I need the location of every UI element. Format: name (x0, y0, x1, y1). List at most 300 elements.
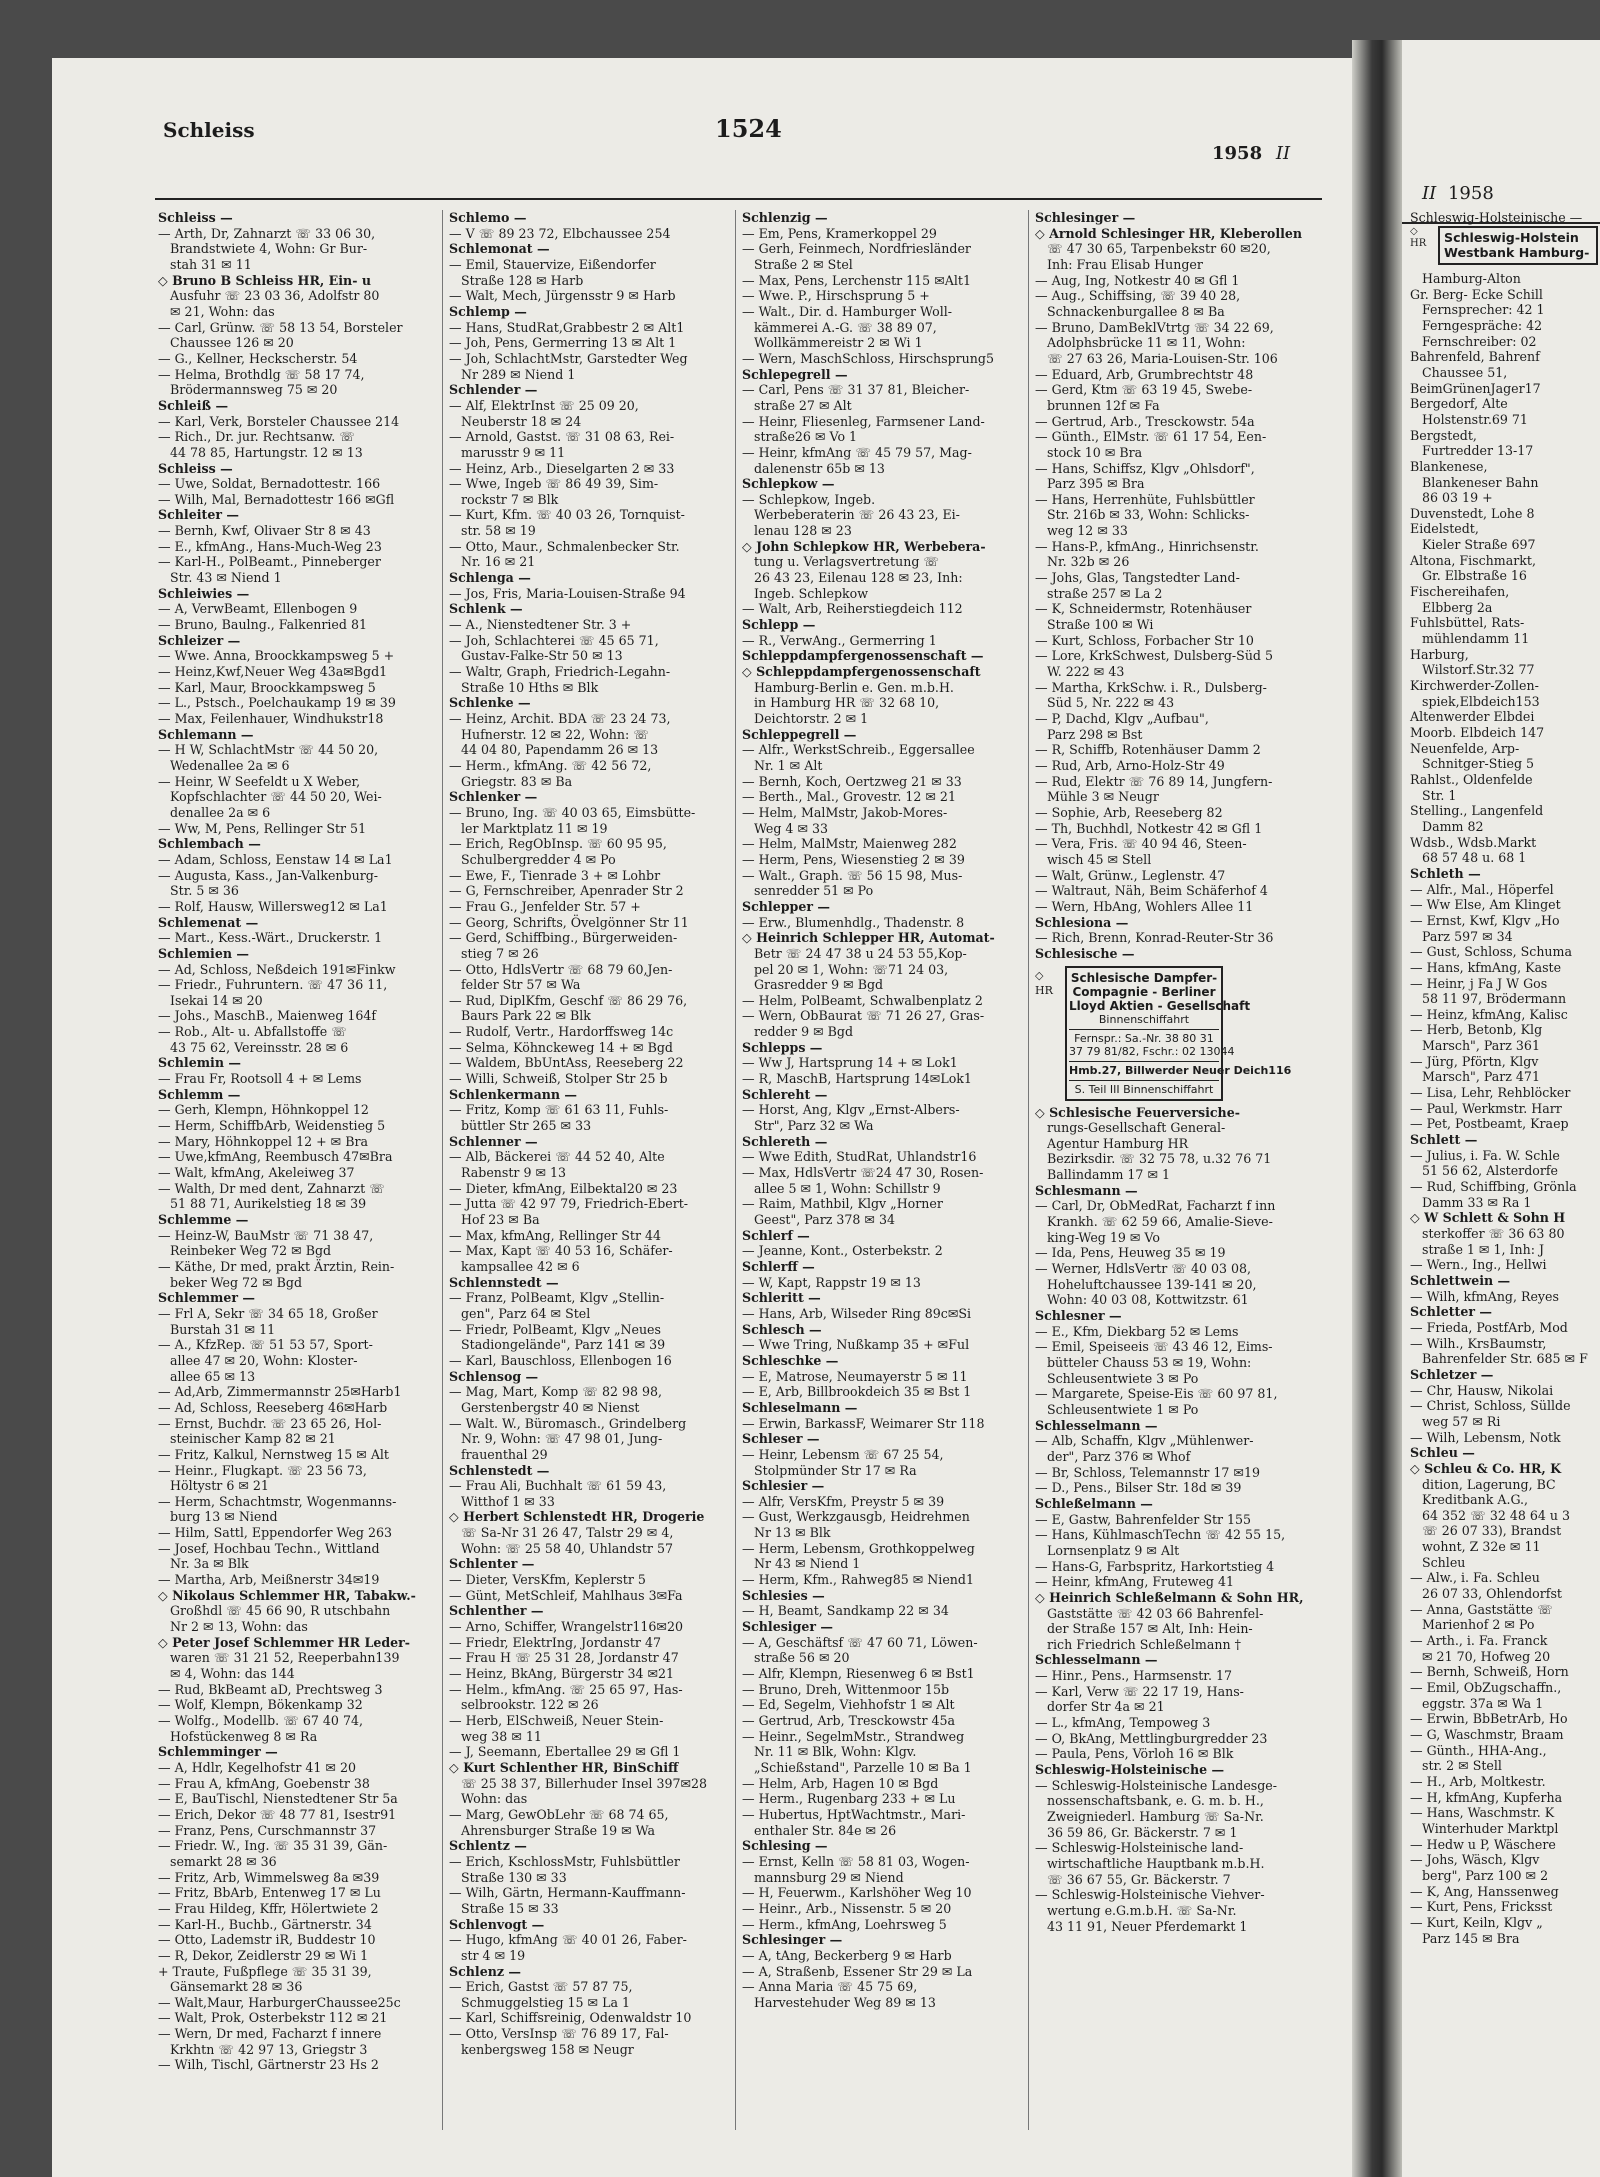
directory-entry: mannsburg 29 ✉ Niend (754, 1869, 904, 1885)
directory-entry: Nr. 16 ✉ 21 (461, 554, 536, 570)
directory-entry: der", Parz 376 ✉ Whof (1047, 1448, 1191, 1464)
directory-entry: — Emil, Speiseeis ☏ 43 46 12, Eims- (1035, 1339, 1273, 1355)
directory-entry: — Wwe Tring, Nußkamp 35 + ✉Ful (742, 1337, 970, 1353)
directory-entry: — Josef, Hochbau Techn., Wittland (158, 1540, 380, 1556)
directory-entry: — Max, kfmAng, Rellinger Str 44 (449, 1227, 662, 1243)
directory-entry: — Horst, Ang, Klgv „Ernst-Albers- (742, 1102, 960, 1118)
directory-entry: semarkt 28 ✉ 36 (170, 1853, 277, 1869)
directory-entry: Schlesier — (742, 1478, 825, 1494)
directory-entry: — Fritz, Kalkul, Nernstweg 15 ✉ Alt (158, 1446, 389, 1462)
directory-entry: — Walt, kfmAng, Akeleiweg 37 (158, 1165, 355, 1181)
directory-entry: stock 10 ✉ Bra (1047, 444, 1143, 460)
directory-entry: Chaussee 126 ✉ 20 (170, 335, 294, 351)
directory-entry: — Erich, RegObInsp. ☏ 60 95 95, (449, 836, 667, 852)
directory-entry: eggstr. 37a ✉ Wa 1 (1422, 1695, 1544, 1711)
directory-entry: straße 27 ✉ Alt (754, 397, 852, 413)
directory-entry: Duvenstedt, Lohe 8 (1410, 505, 1535, 521)
directory-entry: steinischer Kamp 82 ✉ 21 (170, 1431, 336, 1447)
directory-entry: Nr 289 ✉ Niend 1 (461, 366, 576, 382)
directory-entry: — Heinr, j Fa J W Gos (1410, 975, 1548, 991)
directory-entry: 68 57 48 u. 68 1 (1422, 850, 1527, 866)
directory-entry: — W, Kapt, Rappstr 19 ✉ 13 (742, 1274, 921, 1290)
directory-entry: Brödermannsweg 75 ✉ 20 (170, 382, 338, 398)
directory-entry: pel 20 ✉ 1, Wohn: ☏71 24 03, (754, 961, 949, 977)
directory-entry: — Hilm, Sattl, Eppendorfer Weg 263 (158, 1525, 393, 1541)
directory-entry: Schlepp — (742, 617, 816, 633)
directory-entry: — Heinr., Arb., Nissenstr. 5 ✉ 20 (742, 1900, 952, 1916)
directory-entry: — Raim, Mathbil, Klgv „Horner (742, 1196, 943, 1212)
directory-entry: Schlenga — (449, 570, 531, 586)
directory-entry: — H, kfmAng, Kupferha (1410, 1789, 1563, 1805)
directory-entry: — Waltr, Graph, Friedrich-Legahn- (449, 664, 671, 680)
directory-entry: 43 11 91, Neuer Pferdemarkt 1 (1047, 1918, 1248, 1934)
directory-entry: — Max, Kapt ☏ 40 53 16, Schäfer- (449, 1243, 673, 1259)
directory-entry: — Gerd, Schiffbing., Bürgerweiden- (449, 930, 678, 946)
directory-entry: — Bruno, Dreh, Wittenmoor 15b (742, 1681, 950, 1697)
directory-entry: — J, Seemann, Ebertallee 29 ✉ Gfl 1 (449, 1744, 681, 1760)
directory-entry: — Gerd, Ktm ☏ 63 19 45, Swebe- (1035, 382, 1253, 398)
directory-entry: — Mary, Höhnkoppel 12 + ✉ Bra (158, 1133, 368, 1149)
directory-entry: — Wilh, Mal, Bernadottestr 166 ✉Gfl (158, 491, 395, 507)
directory-entry: Schlenk — (449, 601, 523, 617)
dampfer-ad-line2: Compagnie - Berliner (1072, 984, 1216, 999)
directory-entry: — Gerh, Feinmech, Nordfriesländer (742, 241, 971, 257)
directory-entry: Schlesiger — (742, 1619, 834, 1635)
directory-entry: — Alf, ElektrInst ☏ 25 09 20, (449, 397, 639, 413)
directory-entry: Wohn: 40 03 08, Kottwitzstr. 61 (1047, 1292, 1249, 1308)
directory-entry: Bahrenfelder Str. 685 ✉ F (1422, 1351, 1588, 1367)
directory-entry: Schnitger-Stieg 5 (1422, 756, 1535, 772)
directory-entry: — Hedw u P, Wäschere (1410, 1836, 1556, 1852)
directory-entry: — Kurt, Pens, Fricksst (1410, 1899, 1553, 1915)
directory-entry: Marsch", Parz 471 (1422, 1069, 1540, 1085)
directory-entry: Kieler Straße 697 (1422, 537, 1536, 553)
directory-entry: büttler Str 265 ✉ 33 (461, 1118, 592, 1134)
directory-entry: Straße 130 ✉ 33 (461, 1869, 567, 1885)
directory-entry: Schlepps — (742, 1039, 823, 1055)
directory-entry: 58 11 97, Brödermann (1422, 991, 1567, 1007)
directory-entry: — Helm, Arb, Hagen 10 ✉ Bgd (742, 1775, 939, 1791)
directory-entry: — Jeanne, Kont., Osterbekstr. 2 (742, 1243, 943, 1259)
directory-entry: — Emil, Stauervize, Eißendorfer (449, 256, 656, 272)
directory-entry: Schlesselmann — (1035, 1417, 1158, 1433)
directory-entry: — Hans, Schiffsz, Klgv „Ohlsdorf", (1035, 460, 1255, 476)
directory-entry: Schleu — (1410, 1445, 1475, 1461)
directory-entry: — Herb, Betonb, Klg (1410, 1022, 1543, 1038)
directory-entry: — Heinz, Arb., Dieselgarten 2 ✉ 33 (449, 460, 675, 476)
directory-entry: Schlennstedt — (449, 1274, 559, 1290)
directory-entry: ◇ John Schlepkow HR, Werbebera- (742, 538, 986, 554)
dampfer-ad-line6: 37 79 81/82, Fschr.: 02 13044 (1069, 1044, 1235, 1058)
directory-entry: tung u. Verlagsvertretung ☏ (754, 554, 940, 570)
directory-entry: Schlemp — (449, 303, 527, 319)
directory-entry: Schlepkow — (742, 476, 835, 492)
directory-entry: — Waltraut, Näh, Beim Schäferhof 4 (1035, 883, 1268, 899)
directory-entry: Schleu (1422, 1554, 1466, 1570)
directory-entry: Schleusentwiete 3 ✉ Po (1047, 1370, 1199, 1386)
directory-entry: — Helm, MalMstr, Maienweg 282 (742, 836, 957, 852)
directory-entry: — Herm., kfmAng, Loehrsweg 5 (742, 1916, 947, 1932)
directory-entry: Schlepper — (742, 898, 830, 914)
directory-entry: Altenwerder Elbdei (1410, 709, 1535, 725)
directory-entry: — Herb, ElSchweiß, Neuer Stein- (449, 1713, 664, 1728)
directory-entry: — Gust, Werkzgausgb, Heidrehmen (742, 1509, 970, 1525)
directory-entry: Bezirksdir. ☏ 32 75 78, u.32 76 71 (1047, 1151, 1272, 1167)
directory-entry: ✉ 4, Wohn: das 144 (170, 1666, 295, 1682)
directory-entry: — E., Kfm, Diekbarg 52 ✉ Lems (1035, 1323, 1239, 1339)
directory-entry: ◇ Arnold Schlesinger HR, Kleberollen (1035, 225, 1303, 241)
directory-entry: allee 47 ✉ 20, Wohn: Kloster- (170, 1352, 358, 1368)
directory-entry: Holstenstr.69 71 (1422, 411, 1528, 427)
directory-entry: — Wilh, Gärtn, Hermann-Kauffmann- (449, 1885, 686, 1901)
directory-entry: — A, tAng, Beckerberg 9 ✉ Harb (742, 1947, 952, 1963)
directory-entry: — Heinr., SegelmMstr., Strandweg (742, 1728, 965, 1744)
directory-entry: ◇ Peter Josef Schlemmer HR Leder- (158, 1634, 411, 1650)
directory-entry: — Arth., i. Fa. Franck (1410, 1633, 1548, 1649)
directory-entry: — Frl A, Sekr ☏ 34 65 18, Großer (158, 1305, 378, 1321)
directory-entry: Schlenzig — (742, 210, 828, 225)
directory-entry: — Alfr, VersKfm, Preystr 5 ✉ 39 (742, 1493, 945, 1509)
directory-entry: Ballindamm 17 ✉ 1 (1047, 1167, 1171, 1183)
directory-entry: Grasredder 9 ✉ Bgd (754, 977, 884, 993)
directory-entry: Schleppegrell — (742, 726, 857, 742)
directory-entry: ◇ Schleppdampfergenossenschaft (742, 664, 981, 680)
directory-entry: Schlenkermann — (449, 1086, 578, 1102)
directory-entry: Ferngespräche: 42 (1422, 317, 1543, 333)
directory-entry: Gustav-Falke-Str 50 ✉ 13 (461, 648, 623, 664)
directory-entry: — Werner, HdlsVertr ☏ 40 03 08, (1035, 1261, 1252, 1277)
directory-entry: — Herm., Rugenbarg 233 + ✉ Lu (742, 1791, 956, 1807)
directory-entry: Kirchwerder-Zollen- (1410, 678, 1539, 694)
directory-entry: — Heinz, kfmAng, Kalisc (1410, 1006, 1568, 1022)
directory-entry: — Heinr., Flugkapt. ☏ 23 56 73, (158, 1462, 367, 1478)
directory-entry: Werbeberaterin ☏ 26 43 23, Ei- (754, 507, 960, 523)
directory-entry: — Karl, Verk, Borsteler Chaussee 214 (158, 413, 400, 429)
directory-entry: felder Str 57 ✉ Wa (461, 977, 581, 993)
directory-entry: — Hinr., Pens., Harmsenstr. 17 (1035, 1668, 1232, 1684)
directory-entry: — Friedr. W., Ing. ☏ 35 31 39, Gän- (158, 1838, 388, 1854)
directory-entry: Hufnerstr. 12 ✉ 22, Wohn: ☏ (461, 726, 650, 742)
column-1 (158, 210, 436, 2140)
directory-entry: stah 31 ✉ 11 (170, 256, 252, 272)
directory-entry: — Alfr., Mal., Höperfel (1410, 881, 1554, 897)
directory-entry: — Frau Hildeg, Kffr, Hölertwiete 2 (158, 1900, 379, 1916)
directory-entry: — Johs., MaschB., Maienweg 164f (158, 1008, 377, 1024)
directory-entry: Str. 216b ✉ 33, Wohn: Schlicks- (1047, 507, 1250, 523)
directory-entry: Schlender — (449, 382, 538, 398)
directory-entry: — Mart., Kess.-Wärt., Druckerstr. 1 (158, 930, 383, 946)
directory-entry: — Käthe, Dr med, prakt Ärztin, Rein- (158, 1258, 395, 1274)
page-number: 1524 (715, 114, 782, 143)
directory-entry: Schlenz — (449, 1963, 522, 1979)
directory-entry: — Rob., Alt- u. Abfallstoffe ☏ (158, 1024, 347, 1040)
directory-entry: — Chr, Hausw, Nikolai (1410, 1382, 1554, 1398)
directory-entry: — Herm, Pens, Wiesenstieg 2 ✉ 39 (742, 851, 965, 867)
directory-entry: — Joh, Schlachterei ☏ 45 65 71, (449, 632, 659, 648)
directory-entry: Moorb. Elbdeich 147 (1410, 725, 1545, 740)
directory-entry: — Gertrud, Arb., Tresckowstr. 54a (1035, 413, 1255, 429)
directory-entry: Schleusentwiete 1 ✉ Po (1047, 1401, 1199, 1417)
directory-entry: — Heinz,Kwf,Neuer Weg 43a✉Bgd1 (158, 664, 388, 680)
directory-entry: Schleritt — (742, 1290, 821, 1306)
directory-entry: dalenenstr 65b ✉ 13 (754, 460, 885, 476)
directory-entry: Witthof 1 ✉ 33 (461, 1493, 555, 1509)
directory-entry: Marienhof 2 ✉ Po (1422, 1617, 1535, 1633)
directory-entry: 51 88 71, Aurikelstieg 18 ✉ 39 (170, 1196, 367, 1212)
directory-entry: Nr. 11 ✉ Blk, Wohn: Klgv. (754, 1744, 917, 1760)
directory-entry: — L., Pstsch., Poelchaukamp 19 ✉ 39 (158, 695, 396, 711)
directory-entry: Wohn: das (461, 1791, 528, 1807)
directory-entry: — Walt. W., Büromasch., Grindelberg (449, 1415, 687, 1431)
directory-entry: — A., Nienstedtener Str. 3 + (449, 617, 632, 633)
directory-entry: — Wern, HbAng, Wohlers Allee 11 (1035, 898, 1254, 914)
bank-ad (1438, 226, 1598, 265)
directory-entry: Rabenstr 9 ✉ 13 (461, 1165, 567, 1181)
directory-entry: — P, Dachd, Klgv „Aufbau", (1035, 711, 1209, 726)
directory-entry: redder 9 ✉ Bgd (754, 1024, 854, 1040)
directory-entry: — Erwin, BarkassF, Weimarer Str 118 (742, 1415, 985, 1431)
directory-entry: ◇ Kurt Schlenther HR, BinSchiff (449, 1759, 679, 1775)
directory-entry: Straße 10 Hths ✉ Blk (461, 679, 599, 695)
directory-entry: — A, Geschäftsf ☏ 47 60 71, Löwen- (742, 1634, 978, 1650)
directory-entry: sterkoffer ☏ 36 63 80 (1422, 1226, 1565, 1241)
directory-entry: Weg 4 ✉ 33 (754, 820, 829, 836)
directory-entry: Stolpmünder Str 17 ✉ Ra (754, 1462, 917, 1478)
directory-entry: — E, Matrose, Neumayerstr 5 ✉ 11 (742, 1368, 968, 1384)
directory-entry: Harburg, (1410, 646, 1469, 662)
directory-entry: Agentur Hamburg HR (1047, 1135, 1189, 1151)
directory-entry: — Hans, StudRat,Grabbestr 2 ✉ Alt1 (449, 319, 685, 335)
directory-entry: Schlemien — (158, 945, 249, 961)
directory-entry: — Pet, Postbeamt, Kraep (1410, 1116, 1569, 1132)
directory-entry: — Joh, SchlachtMstr, Garstedter Weg (449, 350, 688, 366)
directory-entry: — Max, Pens, Lerchenstr 115 ✉Alt1 (742, 272, 971, 288)
column-3 (742, 210, 1022, 2140)
directory-entry: Fischereihafen, (1410, 584, 1510, 600)
directory-entry: ◇ Heinrich Schlepper HR, Automat- (742, 930, 995, 946)
directory-entry: — A, VerwBeamt, Ellenbogen 9 (158, 601, 358, 617)
directory-entry: — Hans-P., kfmAng., Hinrichsenstr. (1035, 538, 1259, 554)
directory-entry: — Lore, KrkSchwest, Dulsberg-Süd 5 (1035, 648, 1274, 664)
directory-entry: Geest", Parz 378 ✉ 34 (754, 1212, 895, 1227)
bank-ad-title: Schleswig-Holstein (1444, 229, 1579, 245)
directory-entry: Gaststätte ☏ 42 03 66 Bahrenfel- (1047, 1605, 1264, 1621)
directory-entry: Betr ☏ 24 47 38 u 24 53 55,Kop- (754, 945, 967, 961)
directory-entry: Schlenvogt — (449, 1916, 545, 1932)
directory-entry: Griegstr. 83 ✉ Ba (461, 773, 573, 789)
directory-entry: wisch 45 ✉ Stell (1047, 851, 1152, 867)
directory-entry: — Schleswig-Holsteinische land- (1035, 1840, 1244, 1856)
directory-entry: — Ernst, Kelln ☏ 58 81 03, Wogen- (742, 1853, 970, 1869)
directory-entry: Hofstückenweg 8 ✉ Ra (170, 1728, 318, 1744)
directory-entry: Zweigniederl. Hamburg ☏ Sa-Nr. (1047, 1809, 1264, 1825)
directory-entry: — Karl, Verw ☏ 22 17 19, Hans- (1035, 1683, 1244, 1699)
directory-entry: Chaussee 51, (1422, 364, 1508, 380)
directory-entry: Schlesing — (742, 1838, 828, 1854)
directory-entry: — Jos, Fris, Maria-Louisen-Straße 94 (449, 585, 686, 601)
directory-entry: frauenthal 29 (461, 1446, 548, 1462)
directory-entry: — Otto, HdlsVertr ☏ 68 79 60,Jen- (449, 961, 673, 977)
column-2 (449, 210, 729, 2140)
directory-entry: — A., KfzRep. ☏ 51 53 57, Sport- (158, 1337, 373, 1353)
directory-entry: — Friedr., Fuhruntern. ☏ 47 36 11, (158, 977, 388, 993)
directory-entry: 64 352 ☏ 32 48 64 u 3 (1422, 1507, 1571, 1523)
directory-entry: Parz 145 ✉ Bra (1422, 1930, 1520, 1946)
directory-entry: Fernsprecher: 42 1 (1422, 302, 1545, 318)
directory-entry: king-Weg 19 ✉ Vo (1047, 1229, 1160, 1245)
directory-entry: Schlesische — (1035, 945, 1135, 961)
directory-entry: Schlereht — (742, 1086, 828, 1102)
directory-entry: 26 07 33, Ohlendorfst (1422, 1586, 1562, 1602)
directory-entry: — Paula, Pens, Vörloh 16 ✉ Blk (1035, 1746, 1234, 1762)
directory-entry: — Alb, Schaffn, Klgv „Mühlenwer- (1035, 1433, 1254, 1449)
directory-entry: — Franz, PolBeamt, Klgv „Stellin- (449, 1290, 665, 1306)
directory-entry: Furtredder 13-17 (1422, 443, 1534, 459)
directory-entry: — Aug., Schiffsing, ☏ 39 40 28, (1035, 288, 1241, 304)
directory-entry: 26 43 23, Eilenau 128 ✉ 23, Inh: (754, 570, 963, 586)
directory-entry: — Ewe, F., Tienrade 3 + ✉ Lohbr (449, 867, 661, 883)
directory-entry: Schlenter — (449, 1556, 535, 1572)
directory-entry: — Ernst, Kwf, Klgv „Ho (1410, 912, 1560, 928)
dampfer-ad-line8: S. Teil III Binnenschiffahrt (1069, 1080, 1219, 1096)
directory-entry: Harvestehuder Weg 89 ✉ 13 (754, 1994, 936, 2010)
directory-entry: — Alfr., WerkstSchreib., Eggersallee (742, 742, 975, 758)
directory-entry: — Frau H ☏ 25 31 28, Jordanstr 47 (449, 1650, 679, 1666)
directory-entry: bütteler Chauss 53 ✉ 19, Wohn: (1047, 1355, 1252, 1370)
directory-entry: str. 2 ✉ Stell (1422, 1758, 1502, 1774)
directory-entry: Kreditbank A.G., (1422, 1492, 1529, 1508)
directory-entry: — Heinz-W, BauMstr ☏ 71 38 47, (158, 1227, 374, 1243)
directory-entry: Reinbeker Weg 72 ✉ Bgd (170, 1243, 332, 1259)
header-rule (155, 198, 1322, 200)
directory-entry: — Wwe. Anna, Broockkampsweg 5 + (158, 648, 395, 664)
directory-entry: dition, Lagerung, BC (1422, 1476, 1556, 1492)
directory-entry: Schlemo — (449, 210, 527, 225)
directory-entry: Schlemme — (158, 1212, 249, 1227)
directory-entry: der Straße 157 ✉ Alt, Inh: Hein- (1047, 1621, 1253, 1637)
directory-entry: nossenschaftsbank, e. G. m. b. H., (1047, 1793, 1264, 1809)
directory-entry: — Heinr, kfmAng, Fruteweg 41 (1035, 1574, 1235, 1590)
directory-entry: — Rud, Schiffbing, Grönla (1410, 1179, 1577, 1195)
directory-entry: — Selma, Köhnckeweg 14 + ✉ Bgd (449, 1039, 673, 1055)
directory-entry: ◇ Schlesische Feuerversiche- (1035, 1104, 1240, 1120)
directory-entry: Schleiss — (158, 210, 233, 225)
directory-entry: — Frau Ali, Buchhalt ☏ 61 59 43, (449, 1478, 667, 1494)
directory-entry: — Uwe,kfmAng, Reembusch 47✉Bra (158, 1149, 393, 1165)
directory-entry: — G, Fernschreiber, Apenrader Str 2 (449, 883, 684, 899)
directory-entry: — Paul, Werkmstr. Harr (1410, 1100, 1562, 1116)
directory-entry: — Jutta ☏ 42 97 79, Friedrich-Ebert- (449, 1196, 689, 1212)
directory-entry: — Max, HdlsVertr ☏24 47 30, Rosen- (742, 1165, 984, 1181)
directory-entry: Marsch", Parz 361 (1422, 1038, 1540, 1054)
directory-entry: — Helma, Brothdlg ☏ 58 17 74, (158, 366, 365, 382)
directory-entry: — Julius, i. Fa. W. Schle (1410, 1147, 1560, 1163)
directory-entry: Hamburg-Berlin e. Gen. m.b.H. (754, 679, 954, 695)
directory-entry: — E, BauTischl, Nienstedtener Str 5a (158, 1791, 398, 1807)
directory-entry: wertung e.G.m.b.H. ☏ Sa-Nr. (1047, 1902, 1237, 1918)
directory-entry: selbrookstr. 122 ✉ 26 (461, 1697, 599, 1713)
directory-entry: Adolphsbrücke 11 ✉ 11, Wohn: (1047, 335, 1246, 351)
directory-entry: Kopfschlachter ☏ 44 50 20, Wei- (170, 789, 382, 805)
directory-entry: — Günth., HHA-Ang., (1410, 1742, 1547, 1758)
directory-entry: — Gertrud, Arb, Tresckowstr 45a (742, 1713, 956, 1728)
directory-entry: waren ☏ 31 21 52, Reeperbahn139 (170, 1650, 400, 1666)
directory-entry: Schlesmann — (1035, 1182, 1138, 1198)
directory-entry: Schleizer — (158, 632, 241, 648)
column-divider (1028, 210, 1029, 2130)
directory-entry: — Ad, Schloss, Neßdeich 191✉Finkw (158, 961, 396, 977)
directory-entry: Schlemm — (158, 1086, 241, 1102)
directory-entry: Schlembach — (158, 836, 261, 852)
directory-entry: Neuenfelde, Arp- (1410, 740, 1520, 756)
directory-entry: Elbberg 2a (1422, 599, 1493, 615)
directory-entry: straße 257 ✉ La 2 (1047, 585, 1163, 601)
directory-entry: — V ☏ 89 23 72, Elbchaussee 254 (449, 225, 671, 241)
directory-entry: Schlemenat — (158, 914, 259, 930)
next-page-column: Schleswig-Holsteinische — ◇ HR Schleswig-Holstein Westbank Hamburg- Hamburg-Alton Gr. Berg- Ecke Schill Fernsprecher: 42 1 Ferngespräche: 42 Fernschreiber: 02 Bahrenfeld, Bahrenf Chaussee 51, BeimGrünenJager17 Bergedorf, Alte Holstenstr.69 71 Bergstedt, Furtredder 13-17 Blankenese, Blankeneser Bahn 86 03 19 + Duvenstedt, Lohe 8 Eidelstedt, Kieler Straße 697 Altona, Fischmarkt, Gr. Elbstraße 16 Fischereihafen, Elbberg 2a Fuhlsbüttel, Rats- mühlendamm 11 Harburg, Wilstorf.Str.32 77 Kirchwerder-Zollen- spiek,Elbdeich153 Altenwerder Elbdei Moorb. Elbdeich 147 Neuenfelde, Arp- Schnitger-Stieg 5 Rahlst., Oldenfelde Str. 1 Stelling., Langenfeld Damm 82 Wdsb., Wdsb.Markt 68 57 48 u. 68 1 Schleth — — Alfr., Mal., Höperfel — Ww Else, Am Klinget — Ernst, Kwf, Klgv „Ho Parz 597 ✉ 34 — Gust, Schloss, Schuma — Hans, kfmAng, Kaste — Heinr, j Fa J W Gos 58 11 97, Brödermann — Heinz, kfmAng, Kalisc — Herb, Betonb, Klg Marsch", Parz 361 — Jürg, Pförtn, Klgv Marsch", Parz 471 — Lisa, Lehr, Rehblöcker — Paul, Werkmstr. Harr — Pet, Postbeamt, Kraep Schlett — — Julius, i. Fa. W. Schle 51 56 62, Alsterdorfe — Rud, Schiffbing, Grönla Damm 33 ✉ Ra 1 ◇ W Schlett & Sohn H sterkoffer ☏ 36 63 80 straße 1 ✉ 1, Inh: J — Wern., Ing., Hellwi Schlettwein — — Wilh, kfmAng, Reyes Schletter — — Frieda, PostfArb, Mod — Wilh., KrsBaumstr, Bahrenfelder Str. 685 ✉ F Schletzer — — Chr, Hausw, Nikolai — Christ, Schloss, Süllde weg 57 ✉ Ri — Wilh, Lebensm, Notk Schleu — ◇ Schleu & Co. HR, K dition, Lagerung, BC Kreditbank A.G., 64 352 ☏ 32 48 64 u 3 ☏ 26 07 33), Brandst wohnt, Z 32e ✉ 11 Schleu — Alw., i. Fa. Schleu 26 07 33, Ohlendorfst — Anna, Gaststätte ☏ Marienhof 2 ✉ Po — Arth., i. Fa. Franck ✉ 21 70, Hofweg 20 — Bernh, Schweiß, Horn — Emil, ObZugschaffn., eggstr. 37a ✉ Wa 1 — Erwin, BbBetrArb, Ho — G, Waschmstr, Braam — Günth., HHA-Ang., str. 2 ✉ Stell — H., Arb, Moltkestr. — H, kfmAng, Kupferha — Hans, Waschmstr. K Winterhuder Marktpl — Hedw u P, Wäschere — Johs, Wäsch, Klgv berg", Parz 100 ✉ 2 — K, Ang, Hanssenweg — Kurt, Pens, Fricksst — Kurt, Keiln, Klgv „ Parz 145 ✉ Bra (1410, 210, 1598, 1946)
directory-entry: — Wolfg., Modellb. ☏ 67 40 74, (158, 1713, 363, 1728)
directory-entry: — Otto, Maur., Schmalenbecker Str. (449, 538, 680, 554)
directory-entry: Parz 395 ✉ Bra (1047, 476, 1145, 492)
directory-entry: — Fritz, Arb, Wimmelsweg 8a ✉39 (158, 1869, 380, 1885)
directory-entry: ◇ Herbert Schlenstedt HR, Drogerie (449, 1509, 705, 1525)
directory-entry: — Wwe. P., Hirschsprung 5 + (742, 288, 930, 304)
directory-entry: Nr. 1 ✉ Alt (754, 757, 823, 773)
directory-entry: ✉ 21, Wohn: das (170, 303, 275, 319)
directory-entry: Stadiongelände", Parz 141 ✉ 39 (461, 1337, 666, 1353)
directory-entry: Gr. Elbstraße 16 (1422, 568, 1527, 584)
directory-entry: — Heinr, kfmAng ☏ 45 79 57, Mag- (742, 444, 972, 460)
next-volume: II (1422, 183, 1437, 204)
directory-entry: — Schleswig-Holsteinische Viehver- (1035, 1887, 1265, 1903)
directory-entry: — Rich, Brenn, Konrad-Reuter-Str 36 (1035, 930, 1274, 946)
directory-entry: Bahrenfeld, Bahrenf (1410, 349, 1540, 365)
directory-entry: Hoheluftchaussee 139-141 ✉ 20, (1047, 1276, 1257, 1292)
directory-entry: Schletzer — (1410, 1366, 1494, 1382)
directory-entry: Ingeb. Schlepkow (754, 585, 868, 601)
directory-entry: — E., kfmAng., Hans-Much-Weg 23 (158, 538, 382, 554)
directory-entry: Damm 82 (1422, 818, 1484, 834)
directory-entry: Wollkämmereistr 2 ✉ Wi 1 (754, 335, 923, 351)
directory-entry: — H, Beamt, Sandkamp 22 ✉ 34 (742, 1603, 949, 1619)
directory-entry: — Fritz, BbArb, Entenweg 17 ✉ Lu (158, 1885, 381, 1901)
directory-entry: Schleiwies — (158, 585, 250, 601)
column-divider (442, 210, 443, 2130)
directory-entry: „Schießstand", Parzelle 10 ✉ Ba 1 (754, 1759, 972, 1775)
directory-entry: — Carl, Dr, ObMedRat, Facharzt f inn (1035, 1198, 1276, 1214)
directory-entry: — Helm., kfmAng. ☏ 25 65 97, Has- (449, 1681, 683, 1697)
directory-entry: ✉ 21 70, Hofweg 20 (1422, 1648, 1551, 1664)
directory-entry: — Alfr, Klempn, Riesenweg 6 ✉ Bst1 (742, 1666, 975, 1682)
directory-entry: Schleth — (1410, 865, 1481, 881)
directory-entry: — Hans-G, Farbspritz, Harkortstieg 4 (1035, 1558, 1275, 1574)
directory-entry: Straße 100 ✉ Wi (1047, 617, 1154, 633)
directory-entry: — Carl, Grünw. ☏ 58 13 54, Borsteler (158, 319, 403, 335)
directory-entry: — Anna, Gaststätte ☏ (1410, 1601, 1553, 1617)
directory-entry: — Frau A, kfmAng, Goebenstr 38 (158, 1775, 370, 1791)
directory-entry: — Kurt, Keiln, Klgv „ (1410, 1914, 1543, 1930)
directory-entry: — Arnold, Gastst. ☏ 31 08 63, Rei- (449, 429, 675, 445)
directory-entry: — H., Arb, Moltkestr. (1410, 1773, 1546, 1789)
dampfer-ad-line1: Schlesische Dampfer- (1070, 970, 1218, 985)
directory-entry: — Wern, MaschSchloss, Hirschsprung5 (742, 350, 994, 366)
directory-entry: — Rich., Dr. jur. Rechtsanw. ☏ (158, 429, 355, 445)
directory-entry: — Mag, Mart, Komp ☏ 82 98 98, (449, 1384, 663, 1400)
directory-entry: Parz 597 ✉ 34 (1422, 928, 1513, 944)
directory-entry: — Martha, KrkSchw. i. R., Dulsberg- (1035, 679, 1267, 695)
column-divider (735, 210, 736, 2130)
directory-entry: — Walt., Dir. d. Hamburger Woll- (742, 303, 953, 319)
